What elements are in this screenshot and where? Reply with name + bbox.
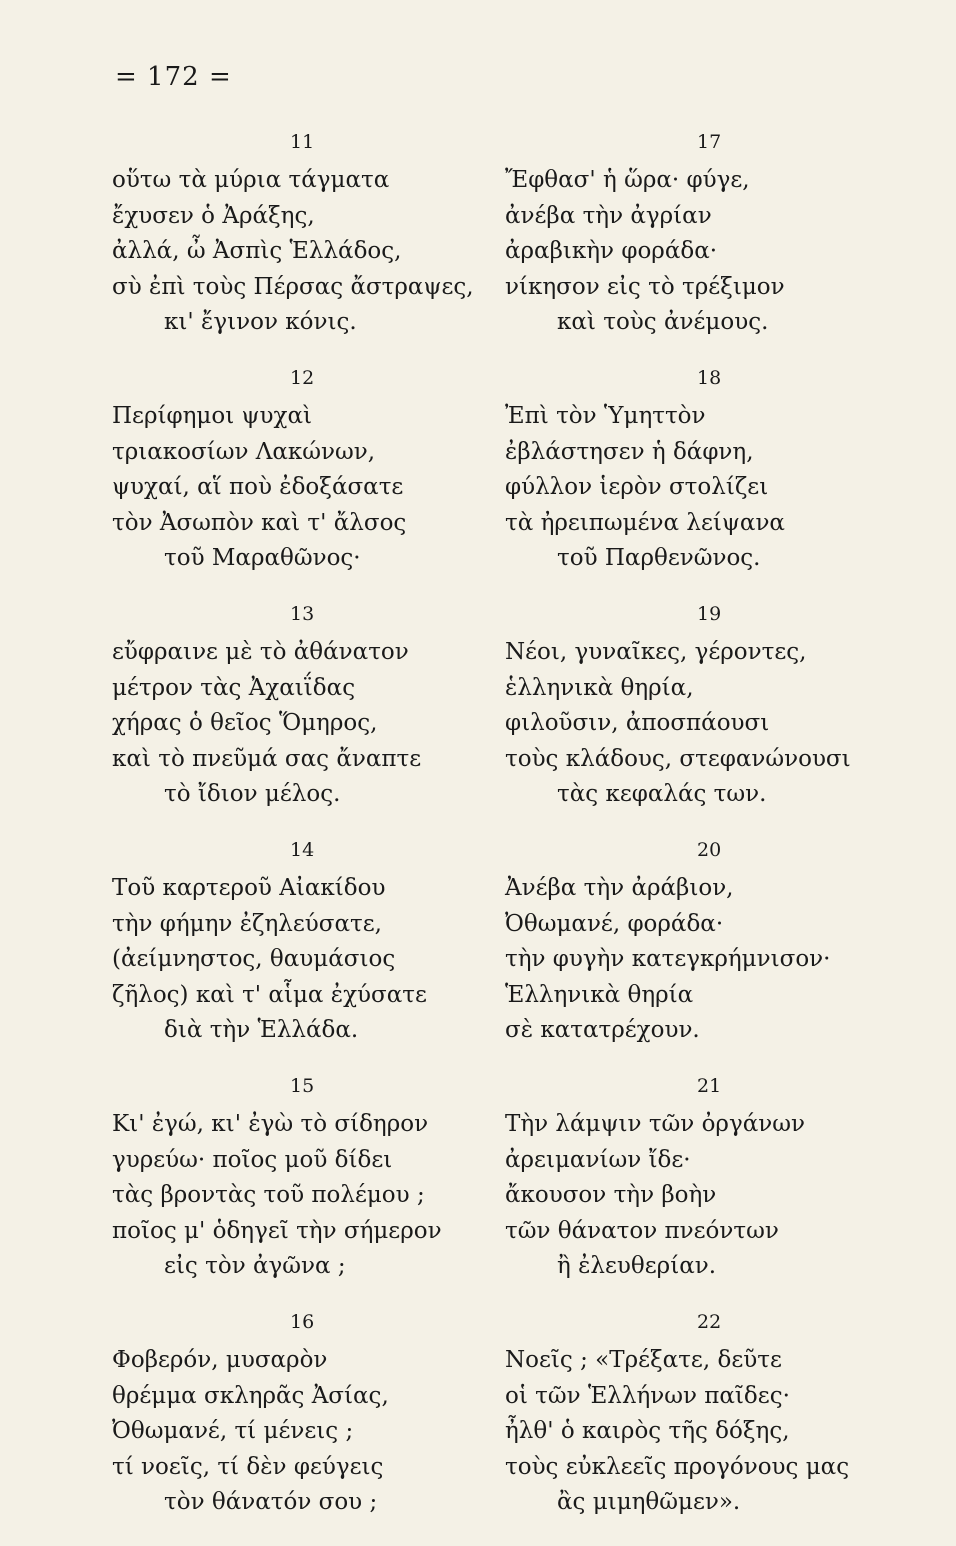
- stanza-16: [112, 1310, 512, 1546]
- stanza-13: [112, 602, 512, 838]
- stanza-number: 17: [697, 131, 722, 153]
- verse-line: χήρας ὁ θεῖος Ὅμηρος,: [112, 710, 378, 736]
- stanza-11: [112, 130, 512, 366]
- stanza-number: 16: [290, 1311, 315, 1333]
- verse-line: ἀνέβα τὴν ἀγρίαν: [505, 202, 712, 229]
- verse-line: ἢ ἐλευθερίαν.: [557, 1253, 717, 1279]
- verse-line: Νοεῖς ; «Τρέξατε, δεῦτε: [505, 1347, 782, 1373]
- stanza-21: [505, 1074, 905, 1310]
- stanza-14: [112, 838, 512, 1074]
- verse-line: καὶ τὸ πνεῦμά σας ἄναπτε: [112, 745, 422, 772]
- stanza-number: 15: [290, 1075, 315, 1097]
- verse-line: τὸ ἴδιον μέλος.: [164, 781, 341, 807]
- verse-line: καὶ τοὺς ἀνέμους.: [557, 309, 769, 335]
- verse-line: ἑλληνικὰ θηρία,: [505, 674, 694, 701]
- verse-line: ἀραβικὴν φοράδα·: [505, 238, 718, 264]
- verse-line: γυρεύω· ποῖος μοῦ δίδει: [112, 1146, 393, 1173]
- left-column: [112, 130, 512, 1546]
- verse-line: Κι' ἐγώ, κι' ἐγὼ τὸ σίδηρον: [112, 1111, 429, 1137]
- verse-line: Φοβερόν, μυσαρὸν: [112, 1347, 328, 1373]
- stanza-15: [112, 1074, 512, 1310]
- stanza-18: [505, 366, 905, 602]
- verse-line: ποῖος μ' ὁδηγεῖ τὴν σήμερον: [112, 1217, 442, 1244]
- verse-line: φιλοῦσιν, ἀποσπάουσι: [505, 710, 770, 736]
- verse-line: τοὺς εὐκλεεῖς προγόνους μας: [505, 1453, 850, 1480]
- page-number: = 172 =: [115, 62, 232, 92]
- verse-line: Περίφημοι ψυχαὶ: [112, 403, 313, 429]
- stanza-number: 13: [290, 603, 315, 625]
- verse-line: εἰς τὸν ἀγῶνα ;: [164, 1253, 346, 1279]
- verse-line: ἔχυσεν ὁ Ἀράξης,: [112, 202, 315, 229]
- verse-line: Ἔφθασ' ἡ ὥρα· φύγε,: [505, 167, 750, 193]
- verse-line: ἄκουσον τὴν βοὴν: [505, 1182, 717, 1208]
- verse-line: Νέοι, γυναῖκες, γέροντες,: [505, 639, 807, 665]
- verse-line: Ἀνέβα τὴν ἀράβιον,: [505, 875, 734, 901]
- verse-line: Ὀθωμανέ, τί μένεις ;: [112, 1418, 354, 1444]
- verse-line: Ἑλληνικὰ θηρία: [505, 981, 694, 1008]
- verse-line: Τὴν λάμψιν τῶν ὀργάνων: [505, 1111, 805, 1137]
- stanza-19: [505, 602, 905, 838]
- verse-line: τοὺς κλάδους, στεφανώνουσι: [505, 745, 851, 772]
- verse-line: ἦλθ' ὁ καιρὸς τῆς δόξης,: [505, 1418, 790, 1444]
- verse-line: τὸν θάνατόν σου ;: [164, 1489, 378, 1515]
- verse-line: νίκησον εἰς τὸ τρέξιμον: [505, 273, 785, 300]
- verse-line: Ἐπὶ τὸν Ὑμηττὸν: [505, 403, 706, 429]
- verse-line: κι' ἔγινον κόνις.: [164, 309, 357, 335]
- verse-line: τὰ ἠρειπωμένα λείψανα: [505, 509, 785, 536]
- verse-line: εὔφραινε μὲ τὸ ἀθάνατον: [112, 639, 409, 665]
- verse-line: τὴν φυγὴν κατεγκρήμνισον·: [505, 946, 831, 972]
- stanza-number: 19: [697, 603, 722, 625]
- verse-line: σὲ κατατρέχουν.: [505, 1017, 700, 1043]
- verse-line: τῶν θάνατον πνεόντων: [505, 1217, 779, 1244]
- verse-line: τριακοσίων Λακώνων,: [112, 438, 376, 465]
- stanza-number: 14: [290, 839, 315, 861]
- stanza-20: [505, 838, 905, 1074]
- verse-line: ἂς μιμηθῶμεν».: [557, 1489, 741, 1515]
- verse-line: τὸν Ἀσωπὸν καὶ τ' ἄλσος: [112, 509, 407, 536]
- verse-line: τοῦ Μαραθῶνος·: [164, 545, 361, 571]
- verse-line: τὰς κεφαλάς των.: [557, 781, 767, 807]
- stanza-number: 21: [697, 1075, 722, 1097]
- verse-line: οὕτω τὰ μύρια τάγματα: [112, 167, 390, 193]
- verse-line: Τοῦ καρτεροῦ Αἰακίδου: [112, 875, 386, 901]
- verse-line: μέτρον τὰς Ἀχαιΐδας: [112, 674, 356, 701]
- stanza-number: 20: [697, 839, 722, 861]
- stanza-number: 11: [290, 131, 315, 153]
- right-column: [505, 130, 905, 1546]
- stanza-17: [505, 130, 905, 366]
- verse-line: τί νοεῖς, τί δὲν φεύγεις: [112, 1453, 384, 1480]
- verse-line: φύλλον ἱερὸν στολίζει: [505, 474, 769, 500]
- verse-line: ψυχαί, αἵ ποὺ ἐδοξάσατε: [112, 474, 404, 500]
- verse-line: τὴν φήμην ἐζηλεύσατε,: [112, 910, 382, 937]
- stanza-22: [505, 1310, 905, 1546]
- stanza-number: 22: [697, 1311, 722, 1333]
- stanza-number: 12: [290, 367, 315, 389]
- stanza-12: [112, 366, 512, 602]
- verse-line: Ὀθωμανέ, φοράδα·: [505, 910, 724, 937]
- verse-line: ἀλλά, ὦ Ἀσπὶς Ἑλλάδος,: [112, 238, 402, 264]
- verse-line: οἱ τῶν Ἑλλήνων παῖδες·: [505, 1382, 790, 1409]
- verse-line: θρέμμα σκληρᾶς Ἀσίας,: [112, 1382, 389, 1409]
- verse-line: ἀρειμανίων ἴδε·: [505, 1146, 691, 1173]
- verse-line: τὰς βροντὰς τοῦ πολέμου ;: [112, 1182, 425, 1208]
- verse-line: (ἀείμνηστος, θαυμάσιος: [112, 946, 396, 972]
- verse-line: διὰ τὴν Ἑλλάδα.: [164, 1017, 359, 1043]
- verse-line: ἐβλάστησεν ἡ δάφνη,: [505, 438, 754, 465]
- verse-line: τοῦ Παρθενῶνος.: [557, 545, 761, 571]
- verse-line: σὺ ἐπὶ τοὺς Πέρσας ἄστραψες,: [112, 273, 474, 300]
- stanza-number: 18: [697, 367, 722, 389]
- verse-line: ζῆλος) καὶ τ' αἷμα ἐχύσατε: [112, 981, 427, 1008]
